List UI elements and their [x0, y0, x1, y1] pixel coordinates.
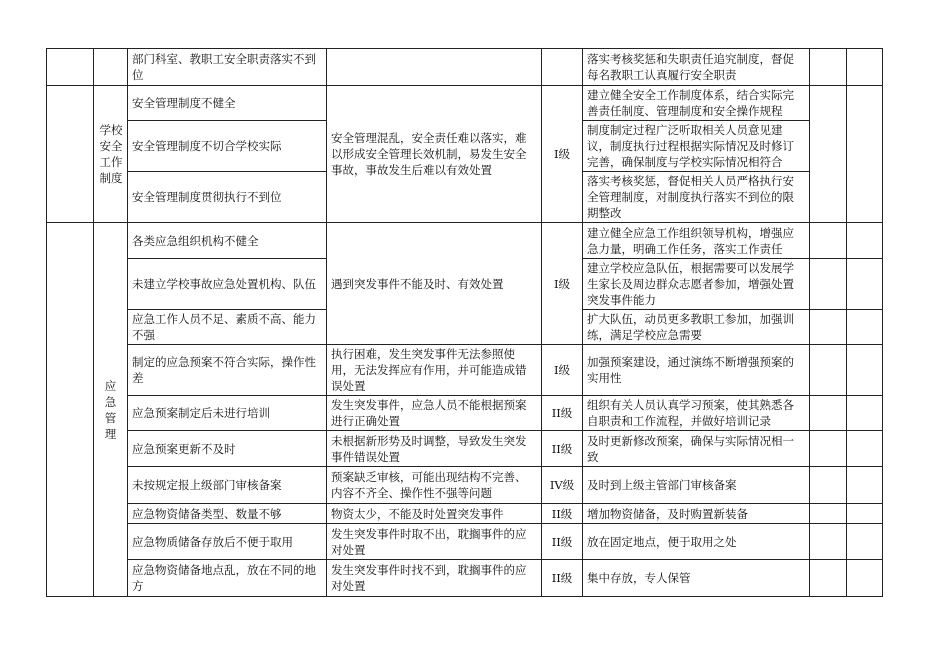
category-cell: 应急管理 — [94, 223, 128, 597]
empty-cell — [810, 49, 847, 86]
table-row — [47, 467, 883, 504]
measure-cell: 集中存放，专人保管 — [583, 560, 810, 597]
level-cell: II级 — [542, 431, 583, 467]
consequence-cell: 执行困难，发生突发事件无法参照使用，无法发挥应有作用，并可能造成错误处置 — [327, 345, 542, 396]
table-row — [47, 524, 883, 560]
table-row — [47, 396, 883, 431]
measure-cell: 扩大队伍，动员更多教职工参加，加强训练，满足学校应急需要 — [583, 310, 810, 345]
empty-cell — [847, 86, 883, 223]
consequence-cell: 物资太少，不能及时处置突发事件 — [327, 504, 542, 524]
level-cell: II级 — [542, 524, 583, 560]
empty-cell — [810, 396, 847, 431]
level-cell: I级 — [542, 223, 583, 345]
hazard-cell: 应急物质储备存放后不便于取用 — [128, 524, 327, 560]
measure-cell: 建立学校应急队伍，根据需要可以发展学生家长及周边群众志愿者参加，增强处置突发事件能力 — [583, 259, 810, 310]
category-cell: 学校安全工作制度 — [94, 86, 128, 223]
hazard-cell: 应急预案更新不及时 — [128, 431, 327, 467]
empty-cell — [810, 223, 847, 259]
hazard-cell: 未按规定报上级部门审核备案 — [128, 467, 327, 504]
section-cell — [47, 223, 94, 597]
hazard-cell: 安全管理制度不健全 — [128, 86, 327, 121]
measure-cell: 落实考核奖惩，督促相关人员严格执行安全管理制度，对制度执行落实不到位的限期整改 — [583, 172, 810, 223]
empty-cell — [847, 49, 883, 86]
level-cell: II级 — [542, 560, 583, 597]
empty-cell — [847, 310, 883, 345]
level-cell: II级 — [542, 504, 583, 524]
consequence-cell — [327, 49, 542, 86]
empty-cell — [94, 49, 128, 86]
empty-cell — [847, 259, 883, 310]
hazard-cell: 未建立学校事故应急处置机构、队伍 — [128, 259, 327, 310]
empty-cell — [810, 431, 847, 467]
consequence-cell: 遇到突发事件不能及时、有效处置 — [327, 223, 542, 345]
empty-cell — [847, 504, 883, 524]
table-row — [47, 560, 883, 597]
level-cell: II级 — [542, 396, 583, 431]
empty-cell — [810, 310, 847, 345]
measure-cell: 制度制定过程广泛听取相关人员意见建议，制度执行过程根据实际情况及时修订完善，确保制度与学校实际情况相符合 — [583, 121, 810, 172]
table-row — [47, 49, 883, 86]
level-cell: IV级 — [542, 467, 583, 504]
measure-cell: 及时更新修改预案，确保与实际情况相一致 — [583, 431, 810, 467]
consequence-cell: 发生突发事件时取不出，耽搁事件的应对处置 — [327, 524, 542, 560]
risk-table — [46, 48, 883, 597]
measure-cell: 加强预案建设，通过演练不断增强预案的实用性 — [583, 345, 810, 396]
hazard-cell: 安全管理制度贯彻执行不到位 — [128, 172, 327, 223]
table-row — [47, 504, 883, 524]
measure-cell: 建立健全安全工作制度体系，结合实际完善责任制度、管理制度和安全操作规程 — [583, 86, 810, 121]
empty-cell — [810, 86, 847, 223]
level-cell — [542, 49, 583, 86]
empty-cell — [847, 431, 883, 467]
consequence-cell: 安全管理混乱，安全责任难以落实，难以形成安全管理长效机制，易发生安全事故，事故发生后难以有效处置 — [327, 86, 542, 223]
empty-cell — [810, 467, 847, 504]
measure-cell: 落实考核奖惩和失职责任追究制度，督促每名教职工认真履行安全职责 — [583, 49, 810, 86]
empty-cell — [810, 345, 847, 396]
hazard-cell: 应急物资储备类型、数量不够 — [128, 504, 327, 524]
measure-cell: 及时到上级主管部门审核备案 — [583, 467, 810, 504]
measure-cell: 增加物资储备，及时购置新装备 — [583, 504, 810, 524]
hazard-cell: 应急工作人员不足、素质不高、能力不强 — [128, 310, 327, 345]
empty-cell — [847, 223, 883, 259]
measure-cell: 建立健全应急工作组织领导机构，增强应急力量，明确工作任务，落实工作责任 — [583, 223, 810, 259]
section-cell — [47, 86, 94, 223]
hazard-cell: 制定的应急预案不符合实际，操作性差 — [128, 345, 327, 396]
table-row — [47, 223, 883, 259]
hazard-cell: 部门科室、教职工安全职责落实不到位 — [128, 49, 327, 86]
table-row — [47, 86, 883, 121]
empty-cell — [847, 467, 883, 504]
consequence-cell: 发生突发事件，应急人员不能根据预案进行正确处置 — [327, 396, 542, 431]
empty-cell — [810, 259, 847, 310]
empty-cell — [47, 49, 94, 86]
level-cell: I级 — [542, 86, 583, 223]
empty-cell — [847, 524, 883, 560]
empty-cell — [847, 560, 883, 597]
consequence-cell: 发生突发事件时找不到，耽搁事件的应对处置 — [327, 560, 542, 597]
consequence-cell: 预案缺乏审核，可能出现结构不完善、内容不齐全、操作性不强等问题 — [327, 467, 542, 504]
level-cell: I级 — [542, 345, 583, 396]
measure-cell: 放在固定地点，便于取用之处 — [583, 524, 810, 560]
consequence-cell: 未根据新形势及时调整，导致发生突发事件错误处置 — [327, 431, 542, 467]
measure-cell: 组织有关人员认真学习预案，使其熟悉各自职责和工作流程，并做好培训记录 — [583, 396, 810, 431]
table-row — [47, 431, 883, 467]
empty-cell — [810, 504, 847, 524]
empty-cell — [847, 345, 883, 396]
table-row — [47, 345, 883, 396]
empty-cell — [847, 396, 883, 431]
hazard-cell: 应急预案制定后未进行培训 — [128, 396, 327, 431]
hazard-cell: 各类应急组织机构不健全 — [128, 223, 327, 259]
hazard-cell: 安全管理制度不切合学校实际 — [128, 121, 327, 172]
empty-cell — [810, 560, 847, 597]
empty-cell — [810, 524, 847, 560]
hazard-cell: 应急物资储备地点乱，放在不同的地方 — [128, 560, 327, 597]
